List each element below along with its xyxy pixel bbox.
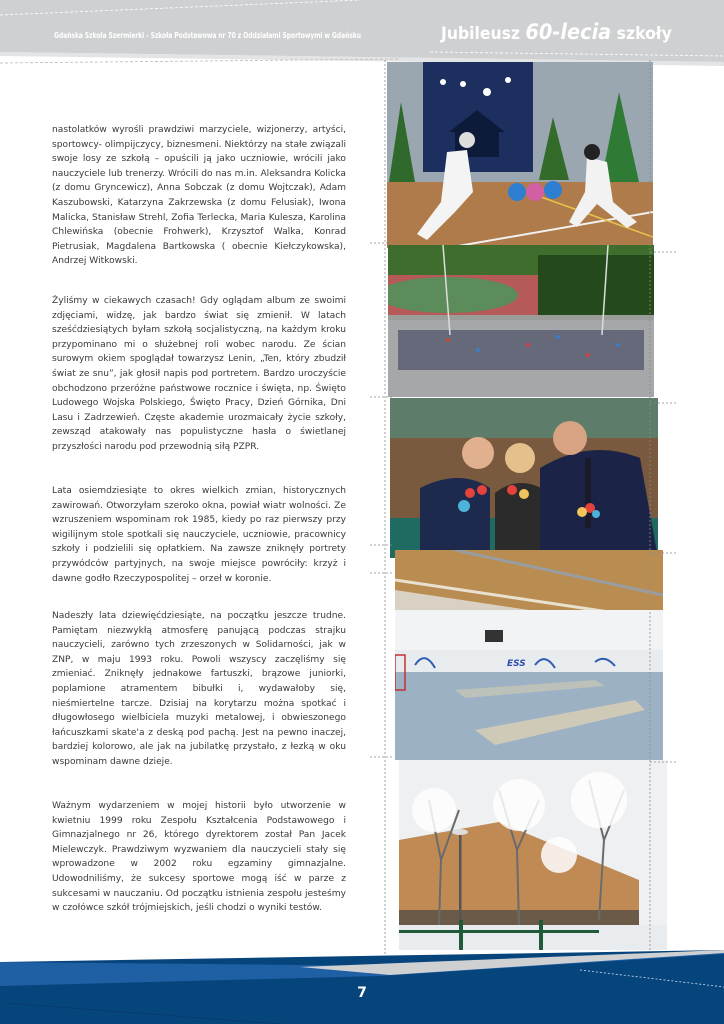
paragraph-text: nastolatków wyrośli prawdziwi marzyciele, wizjonerzy, artyści, sportowcy- olimpijczycy, biznesmeni. Niektórzy na stałe związali swoje losy ze szkołą – opuścili ją jako uczniowie, wrócili jako nauczyciele lub trenerzy. Wrócili do nas m.in. Aleksandra Kolicka (z domu Gryncewicz), Anna Sobczak (z domu Wojtczak), Adam Kaszubowski, Katarzyna Zakrzewska (z domu Felusiak), Iwona Malicka, Stanisław Strehl, Zofia Terlecka, Maria Kulesza, Karolina Chlewińska (obecnie Frohwerk), Krzysztof Walka, Konrad Pietrusiak, Magdalena Bartkowska ( obecnie Kiełczykowska), Andrzej Witkowski. xyxy=(52,125,346,267)
paragraph-text: Żyliśmy w ciekawych czasach! Gdy oglądam album ze swoimi zdjęciami, widzę, jak bardzo świat się zmienił. W latach sześćdziesiątych byłam szkołą socjalistyczną, na każdym kroku przypominano mi o służebnej roli wobec narodu. Ze ścian surowym okiem spoglądał towarzysz Lenin, „Ten, który zbudził świat ze snu”, jak głosił napis pod portretem. Bardzo uroczyście obchodzono przeróżne państwowe rocznice i święta, np. Święto Ludowego Wojska Polskiego, Święto Pracy, Dzień Górnika, Dni Lasu i Zadrzewień. Częste akademie urozmaicały życie szkoły, zewsząd atakowały nas populistyczne hasła o świetlanej przyszłości narodu pod przewodnią siłą PZPR. xyxy=(52,296,346,452)
paragraph-text: Ważnym wydarzeniem w mojej historii było utworzenie w kwietniu 1999 roku Zespołu Kształcenia Podstawowego i Gimnazjalnego nr 26, którego dyrektorem został Pan Jacek Mielewczyk. Prawdziwym wyzwaniem dla nauczycieli stały się wprowadzone w 2002 roku egzaminy gimnazjalne. Udowodniliśmy, że sukcesy sportowe mogą iść w parze z sukcesami w nauczaniu. Od początku istnienia zespołu jesteśmy w czołówce szkół trójmiejskich, jeśli chodzi o wyniki testów. xyxy=(52,801,346,914)
title-suffix: szkoły xyxy=(611,24,672,44)
school-name: Gdańska Szkoła Szermierki - Szkoła Podstawowa nr 70 z Oddziałami Sportowymi w Gdańsku xyxy=(54,30,361,40)
paragraph-text: Lata osiemdziesiąte to okres wielkich zmian, historycznych zawirowań. Otworzyłam szeroko okna, powiał wiatr wolności. Ze wzruszeniem wspominam rok 1985, kiedy po raz pierwszy przy wigilijnym stole spotkali się nauczyciele, uczniowie, pracownicy szkoły i podzielili się opłatkiem. Na zawsze zniknęły portrety przywódców partyjnych, na swoje miejsce powróciły: krzyż i dawne godło Rzeczypospolitej – orzeł w koronie. xyxy=(52,486,346,584)
title-prefix: Jubileusz xyxy=(441,24,526,44)
hall-sign: ESS xyxy=(507,659,526,669)
footer-band xyxy=(0,930,724,1024)
page-number: 7 xyxy=(357,985,367,1001)
page-footer xyxy=(0,930,724,1024)
paragraph-text: Nadeszły lata dziewięćdziesiąte, na początku jeszcze trudne. Pamiętam niezwykłą atmosferę panującą podczas strajku nauczycieli, zarówno tych zrzeszonych w Solidarności, jak w ZNP, w maju 1993 roku. Powoli wszyscy zaczęliśmy się zmieniać. Zniknęły jednakowe fartuszki, brązowe juniorki, poplamione atramentem bibułki i, wydawałoby się, nieśmiertelne tarcze. Dzisiaj na korytarzu można spotkać i długowłosego wielbiciela muzyki metalowej, i obwieszonego łańcuszkami skate'a z deską pod pachą. Jest na pewno inaczej, bardziej kolorowo, ale jak na jubilatkę przystało, z łezką w oku wspominam dawne dzieje. xyxy=(52,611,346,767)
title-emphasis: 60-lecia xyxy=(525,20,612,44)
